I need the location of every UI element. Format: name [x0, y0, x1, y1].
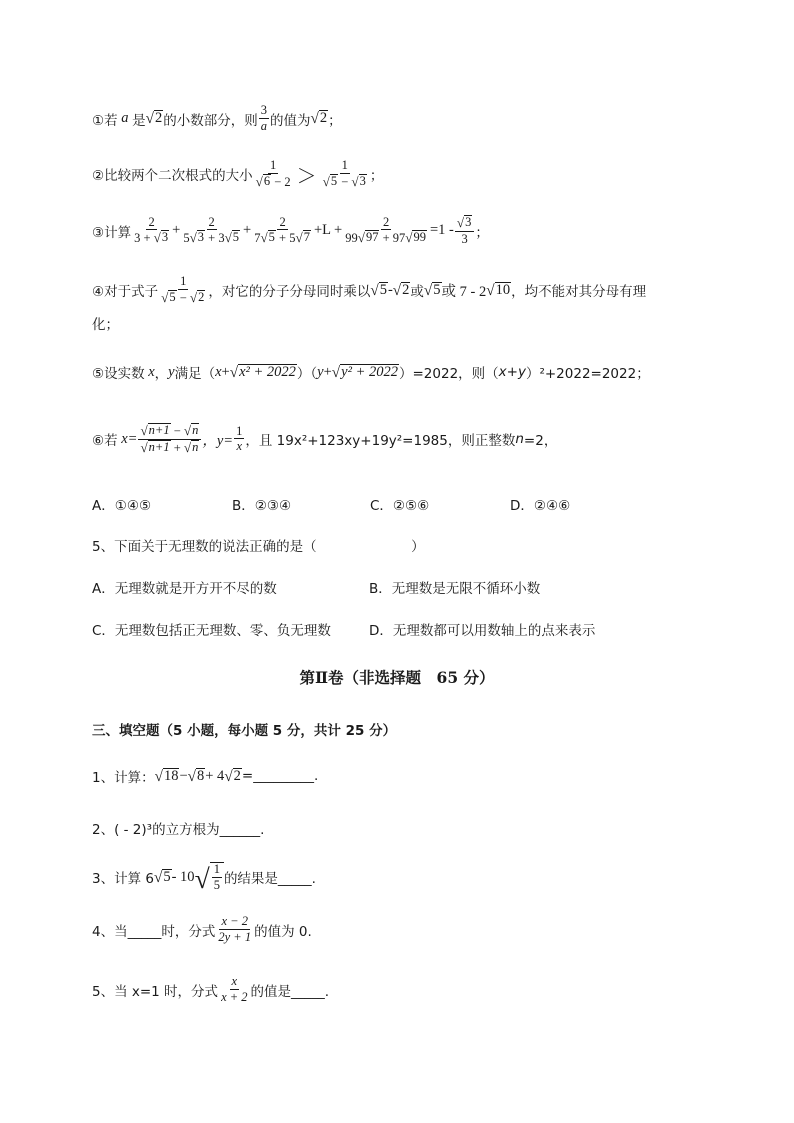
- item-1-text-3: 的值为: [269, 112, 311, 129]
- sqrt-one-fifth: √ $\frac{1}{5}$: [195, 862, 224, 892]
- or-1: 或: [410, 284, 424, 301]
- item-5-text-3: ）²+2022=2022；: [525, 366, 650, 382]
- comma: ，: [154, 366, 169, 382]
- ellipsis: +L +: [313, 222, 343, 239]
- fill-5-label: 5、当 x=1 时，分式: [92, 983, 219, 1000]
- fraction-right: 1 √ 5 − √ 3: [322, 158, 366, 189]
- fraction-expression: 1 √ 5 − √ 2: [161, 274, 205, 305]
- fraction-left: 1 √ 6 − 2: [255, 158, 291, 189]
- fill-5-fraction: $\frac{x}{x + 2}$: [221, 974, 248, 1004]
- q5-options-row1: [92, 577, 540, 597]
- q4-option-d[interactable]: D．②④⑥: [510, 498, 571, 514]
- factor-2: y + √ y² + 2022: [317, 363, 398, 381]
- sum-xy: x+y: [498, 364, 526, 380]
- q4-option-a[interactable]: A．①④⑤: [92, 498, 152, 514]
- item-1-marker: ①若: [92, 112, 118, 129]
- item-4: [92, 275, 646, 305]
- fill-4-fraction: $\frac{x - 2}{2y + 1}$: [218, 914, 252, 944]
- sqrt-5: √ 5: [423, 281, 441, 299]
- item-1-math-a: a: [117, 110, 133, 127]
- q5-stem: 5、下面关于无理数的说法正确的是（ ）: [92, 539, 425, 555]
- fill-3: [92, 862, 316, 892]
- sqrt-5: √ 5: [153, 868, 171, 886]
- sqrt-10: √ 10: [486, 281, 511, 299]
- var-x: x: [148, 363, 155, 380]
- or-2: 或 7 - 2: [441, 283, 487, 300]
- x-equals: x=: [121, 430, 138, 447]
- item-1-text-2: 的小数部分，则: [163, 112, 258, 129]
- greater-than: ＞: [296, 165, 317, 188]
- equals: =1 -: [429, 222, 454, 239]
- q5-options-row2: [92, 619, 595, 639]
- fill-4-text: 的值为 0.: [254, 923, 312, 940]
- fill-1-label: 1、计算：: [92, 770, 155, 786]
- plus: +: [172, 222, 181, 239]
- item-6-marker: ⑥若: [92, 433, 118, 450]
- var-y: y: [168, 363, 175, 380]
- term-2: 2 5 √ 3 + 3 √ 5: [183, 214, 240, 246]
- q4-option-c[interactable]: C．②⑤⑥: [370, 498, 430, 514]
- item-6: [92, 423, 557, 455]
- item-5-marker: ⑤设实数: [92, 366, 145, 382]
- item-1: [92, 104, 342, 133]
- term-3: 2 7 √ 5 + 5 √ 7: [254, 214, 310, 246]
- fill-1-expression: √ 18 − √ 8 + 4 √ 2: [154, 767, 241, 785]
- fraction-x: √ n+1 − √ n √ n+1 + √ n: [138, 423, 201, 455]
- item-3: [92, 215, 489, 246]
- fill-1-blank[interactable]: =_________.: [241, 768, 319, 784]
- item-6-text-1: ，且 19x²+123xy+19y²=1985，则正整数: [245, 433, 516, 450]
- minus: -: [387, 281, 393, 298]
- minus-10: - 10: [171, 868, 195, 885]
- plus: +: [243, 222, 252, 239]
- q5-option-b[interactable]: B．无理数是无限不循环小数: [369, 581, 541, 597]
- item-2: [92, 159, 383, 189]
- item-4-text-2: ，均不能对其分母有理: [511, 284, 647, 301]
- item-4-text-1: ，对它的分子分母同时乘以: [208, 284, 371, 301]
- fill-4-label: 4、当_____时，分式: [92, 923, 216, 940]
- item-4-marker: ④对于式子: [92, 284, 159, 301]
- fill-5: [92, 975, 329, 1004]
- sqrt3-over-3: √ 3 3: [455, 215, 474, 246]
- item-2-marker: ②比较两个二次根式的大小: [92, 168, 253, 185]
- fill-1: [92, 766, 318, 786]
- item-3-marker: ③计算: [92, 224, 132, 241]
- fill-4: [92, 915, 312, 944]
- sqrt-2: √ 2: [145, 110, 163, 128]
- fill-3-label: 3、计算 6: [92, 871, 154, 888]
- q5-option-d[interactable]: D．无理数都可以用数轴上的点来表示: [369, 623, 596, 639]
- fill-5-text: 的值是_____.: [250, 983, 330, 1000]
- part-2-title: 第Ⅱ卷（非选择题 65 分）: [299, 668, 495, 687]
- fraction-3-over-a: $\frac{3}{a}$: [260, 103, 267, 133]
- item-5-text-1: 满足（: [174, 366, 216, 382]
- sqrt-2: √ 2: [392, 281, 410, 299]
- item-3-end: ；: [475, 224, 489, 241]
- q4-options: [92, 494, 570, 514]
- item-5-text-2: ）=2022，则（: [398, 366, 499, 382]
- var-n: n: [515, 431, 524, 448]
- y-equals: ，y=: [202, 432, 234, 449]
- fill-3-text: 的结果是_____.: [223, 871, 316, 888]
- item-5: [92, 362, 650, 382]
- term-last: 2 99 √ 97 + 97 √ 99: [345, 214, 426, 246]
- paren: ）（: [296, 366, 318, 382]
- item-6-text-3: =2，: [523, 433, 558, 450]
- item-2-end: ；: [369, 168, 384, 185]
- q5-option-c[interactable]: C．无理数包括正无理数、零、负无理数: [92, 623, 331, 639]
- q5-option-a[interactable]: A．无理数就是开方开不尽的数: [92, 581, 277, 597]
- fraction-y: $\frac{1}{x}$: [236, 423, 243, 454]
- sqrt-2: √ 2: [310, 110, 328, 128]
- item-1-text-1: 是: [132, 112, 146, 129]
- item-4-cont: [92, 313, 119, 333]
- sqrt-5: √ 5: [370, 281, 387, 299]
- item-1-end: ；: [328, 112, 342, 129]
- fill-2: 2、( - 2)³的立方根为______.: [92, 822, 265, 838]
- factor-1: x + √ x² + 2022: [215, 363, 296, 381]
- item-4-text-3: 化；: [92, 317, 119, 333]
- term-1: 2 3 + √ 3: [134, 214, 169, 246]
- section-3-heading: 三、填空题（5 小题，每小题 5 分，共计 25 分）: [92, 723, 397, 739]
- q4-option-b[interactable]: B．②③④: [232, 498, 292, 514]
